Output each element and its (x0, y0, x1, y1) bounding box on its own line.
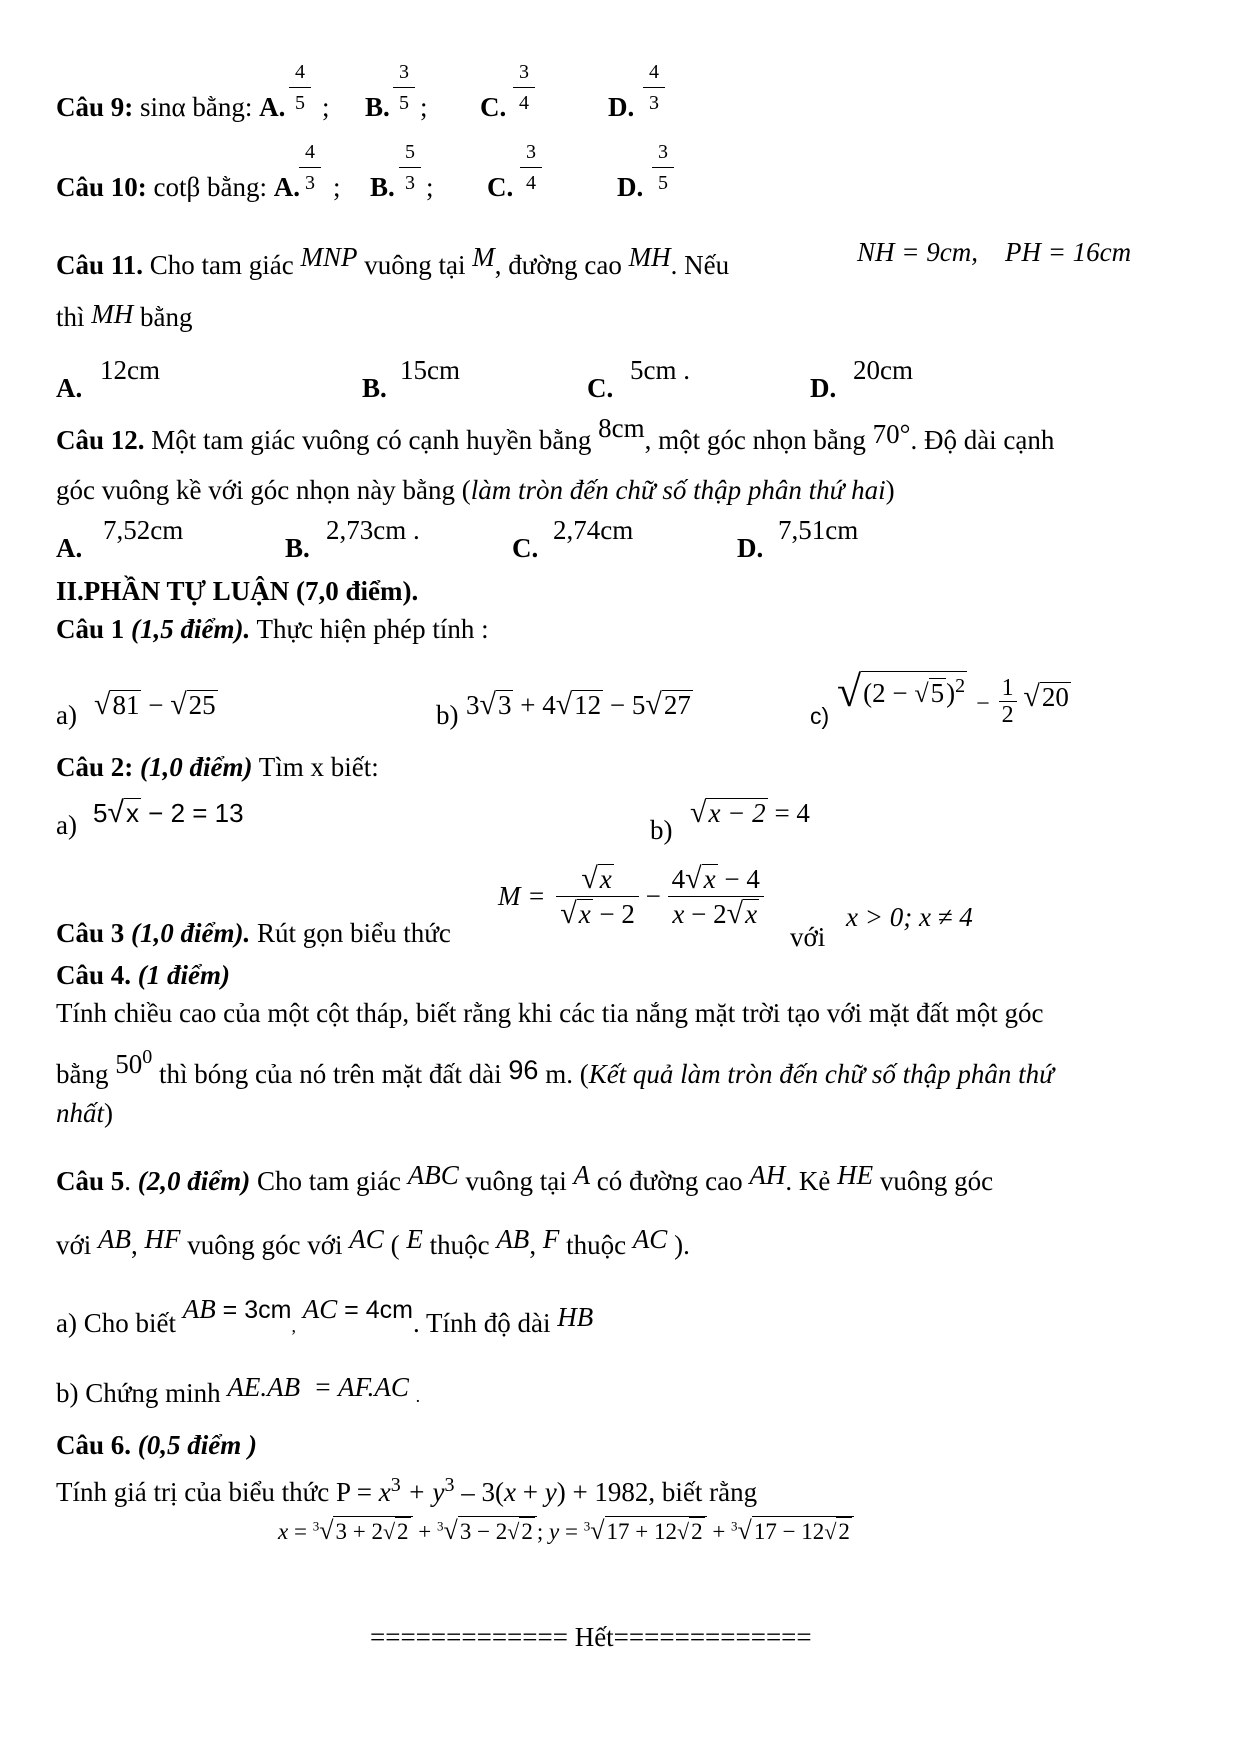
c5-ac: AC (349, 1224, 384, 1254)
q9-line (56, 92, 285, 123)
c5-pb-end: . (415, 1386, 421, 1406)
c5-text-1: Cho tam giác (250, 1166, 408, 1196)
q10-opt-c-fraction: 3 4 (520, 140, 542, 195)
c4-rounding-note-2: nhất (56, 1098, 105, 1128)
q11-opt-a-key: A. (56, 373, 83, 403)
end-marker: ============= Hết============= (370, 1622, 812, 1652)
q12-opt-d-key: D. (737, 533, 764, 563)
q9-opt-d-key: D. (608, 92, 635, 122)
c5-text-4: . Kẻ (785, 1166, 838, 1196)
q10-opt-a-fraction: 4 3 (299, 140, 321, 195)
c5-part-b (56, 1372, 421, 1409)
c5-hf: HF (144, 1224, 181, 1254)
q10-opt-a-key: A. (273, 172, 300, 202)
c2-line (56, 752, 379, 783)
q11-condition: NH = 9cm, PH = 16cm (857, 237, 1132, 267)
c5-proof-expression: AE.AB = AF.AC (227, 1372, 409, 1402)
c5-ac-given: AC = 4cm (302, 1294, 413, 1324)
c4-text-end: ) (104, 1098, 114, 1128)
c1-part-b (436, 700, 459, 731)
c5-line-1 (56, 1160, 994, 1197)
c5-ab: AB (98, 1224, 132, 1254)
c4-line-2 (56, 1046, 1054, 1090)
c2-text: Tìm x biết: (252, 752, 379, 782)
c4-length: 96 (508, 1055, 539, 1085)
c6-text-a: Tính giá trị của biểu thức P = (56, 1477, 379, 1507)
c6-text-b: , biết rằng (648, 1477, 758, 1507)
c5-l2-c: vuông góc với (180, 1230, 350, 1260)
c4-label: Câu 4. (56, 960, 138, 990)
q9-opt-b-fraction: 3 5 (393, 60, 415, 115)
c5-altitude: AH (749, 1160, 786, 1190)
q10-sep-a: ; (333, 172, 341, 202)
q12-angle: 70° (872, 419, 911, 449)
c1-points: (1,5 điểm). (131, 614, 251, 644)
q12-text-3: . Độ dài cạnh (910, 425, 1055, 455)
c5-l2-g: thuộc (559, 1230, 633, 1260)
q12-opt-c-key: C. (512, 533, 539, 563)
c2-b-equation: √x − 2 = 4 (690, 796, 810, 829)
q11-text-5: thì (56, 302, 92, 332)
c5-l2-f: , (529, 1230, 543, 1260)
q11-opt-b-key: B. (362, 373, 387, 403)
c1-b-label: b) (436, 700, 459, 730)
c5-hb: HB (557, 1302, 594, 1332)
c5-pb-text: b) Chứng minh (56, 1378, 228, 1408)
q9-opt-a-fraction: 4 5 (289, 60, 311, 115)
c1-part-a (56, 700, 77, 731)
q11-text-4: . Nếu (670, 250, 730, 280)
q12-label: Câu 12. (56, 425, 145, 455)
q11-opt-d-value: 20cm (853, 355, 913, 385)
c4-heading (56, 960, 230, 991)
q11-text-3: , đường cao (494, 250, 629, 280)
c4-text-c: m. ( (538, 1059, 589, 1089)
q10-text: cotβ bằng: (153, 172, 274, 202)
c2-label: Câu 2: (56, 752, 141, 782)
c6-line-1 (56, 1474, 757, 1508)
q12-opt-b-key: B. (285, 533, 310, 563)
c5-e: E (406, 1224, 423, 1254)
q9-opt-a-key: A. (259, 92, 286, 122)
c4-rounding-note: Kết quả làm tròn đến chữ số thập phân thứ (588, 1059, 1054, 1089)
c3-points: (1,0 điểm). (131, 918, 251, 948)
c1-part-c (810, 703, 829, 730)
c3-label: Câu 3 (56, 918, 132, 948)
c5-l2-h: ). (667, 1230, 690, 1260)
c2-part-a (56, 810, 77, 841)
c5-text-5: vuông góc (873, 1166, 994, 1196)
q11-vertex: M (472, 242, 495, 272)
c5-he: HE (837, 1160, 874, 1190)
q12-text-2: , một góc nhọn bằng (644, 425, 873, 455)
q11-opt-a-value: 12cm (100, 355, 160, 385)
q9-opt-c-fraction: 3 4 (513, 60, 535, 115)
c5-l2-e: thuộc (422, 1230, 497, 1260)
c5-text-3: có đường cao (589, 1166, 750, 1196)
q10-opt-b-key: B. (370, 172, 395, 202)
q12-opt-a-value: 7,52cm (103, 515, 184, 545)
q11-line-2 (56, 299, 193, 333)
q12-text-4: góc vuông kề với góc nhọn này bằng ( (56, 475, 471, 505)
c4-text-b: thì bóng của nó trên mặt đất dài (152, 1059, 509, 1089)
q12-text-4-end: ) (885, 475, 895, 505)
q9-label: Câu 9: (56, 92, 134, 122)
q11-label: Câu 11. (56, 250, 144, 280)
c5-text-2: vuông tại (458, 1166, 574, 1196)
q10-opt-b-fraction: 5 3 (399, 140, 421, 195)
c4-angle: $50^0$ (115, 1046, 153, 1079)
c5-l2-b: , (131, 1230, 145, 1260)
c5-points: (2,0 điểm) (137, 1166, 251, 1196)
c5-l2-a: với (56, 1230, 99, 1260)
q9-sep-a: ; (322, 92, 330, 122)
q11-text-6: bằng (133, 302, 193, 332)
q12-opt-b-value: 2,73cm . (326, 515, 420, 545)
q12-opt-d-value: 7,51cm (778, 515, 859, 545)
q9-opt-b-key: B. (365, 92, 390, 122)
c3-line (56, 918, 451, 949)
q11-opt-c-value: 5cm . (630, 355, 690, 385)
q11-text-2: vuông tại (357, 250, 473, 280)
q10-opt-d-fraction: 3 5 (652, 140, 674, 195)
c2-part-b (650, 815, 673, 846)
q9-text: sinα bằng: (140, 92, 260, 122)
q11-mh: MH (91, 299, 134, 329)
c2-b-label: b) (650, 815, 673, 845)
c6-label: Câu 6. (56, 1430, 138, 1460)
c6-p-expression-rest: – 3(x + y) + 1982 (454, 1477, 649, 1507)
c1-text: Thực hiện phép tính : (250, 614, 489, 644)
q11-opt-c-key: C. (587, 373, 614, 403)
q12-rounding-note: làm tròn đến chữ số thập phân thứ hai (470, 475, 886, 505)
c3-with: với (790, 922, 826, 952)
q12-opt-c-value: 2,74cm (553, 515, 634, 545)
q12-line-2 (56, 475, 895, 506)
c4-text-a: bằng (56, 1059, 116, 1089)
c5-pa-text: a) Cho biết (56, 1308, 183, 1338)
c5-comma: , (291, 1316, 296, 1336)
c6-points: (0,5 điểm ) (137, 1430, 257, 1460)
c1-label: Câu 1 (56, 614, 132, 644)
c5-ab-2: AB (496, 1224, 530, 1254)
q11-line-1 (56, 242, 730, 281)
q10-sep-b: ; (426, 172, 434, 202)
c3-expression: M = $\frac{√x}{√x - 2}$ − $\frac{4√x - 4}{x - 2√x}$ (498, 862, 764, 931)
c2-a-label: a) (56, 810, 77, 840)
c4-degree: 0 (142, 1046, 153, 1068)
c5-triangle: ABC (407, 1160, 459, 1190)
c4-points: (1 điểm) (137, 960, 230, 990)
q12-line-1 (56, 413, 1055, 456)
c2-a-equation: 5√x − 2 = 13 (93, 796, 244, 829)
c1-a-label: a) (56, 700, 77, 730)
q10-opt-c-key: C. (487, 172, 514, 202)
q12-text-1: Một tam giác vuông có cạnh huyền bằng (144, 425, 599, 455)
c5-ab-given: AB = 3cm (182, 1294, 292, 1324)
q11-text-1: Cho tam giác (143, 250, 301, 280)
c1-c-expression: $√(2 - √5)^2$ − $\frac{1}{2}$ √20 (837, 667, 1069, 729)
q12-opt-a-key: A. (56, 533, 83, 563)
c1-b-expression: 3√3 + 4√12 − 5√27 (466, 688, 691, 721)
c2-points: (1,0 điểm) (140, 752, 253, 782)
q10-opt-d-key: D. (617, 172, 644, 202)
c5-label: Câu 5 (56, 1166, 125, 1196)
c1-c-label: c) (810, 703, 830, 729)
c6-xy-definition: x = $^3$√3 + 2√2 + $^3$√3 − 2√2 ; y = $^3$√17 + 12√2 + $^3$√17 − 12√2 (278, 1516, 854, 1546)
c5-l2-d: ( (383, 1230, 407, 1260)
q9-opt-d-fraction: 4 3 (643, 60, 665, 115)
q11-triangle: MNP (300, 242, 358, 272)
q11-altitude: MH (628, 242, 671, 272)
c1-a-expression: √81 − √25 (94, 688, 216, 721)
q11-opt-b-value: 15cm (400, 355, 460, 385)
c5-ac-2: AC (632, 1224, 668, 1254)
c3-condition: x > 0; x ≠ 4 (846, 902, 973, 932)
c5-part-a (56, 1294, 594, 1339)
q9-opt-c-key: C. (480, 92, 507, 122)
q10-label: Câu 10: (56, 172, 147, 202)
c5-pa-text-2: . Tính độ dài (412, 1308, 558, 1338)
c4-line-1: Tính chiều cao của một cột tháp, biết rằng khi các tia nắng mặt trời tạo với mặt đất một góc (56, 998, 1044, 1028)
q11-opt-d-key: D. (810, 373, 837, 403)
q12-hypotenuse: 8cm (598, 413, 645, 443)
c1-line (56, 614, 489, 645)
c5-vertex: A (573, 1160, 590, 1190)
c5-f: F (542, 1224, 560, 1254)
c5-dot: . (124, 1166, 132, 1196)
c3-text: Rút gọn biểu thức (250, 918, 451, 948)
q9-sep-b: ; (420, 92, 428, 122)
c6-p-expression: $x^3 + y^3$ (378, 1474, 455, 1507)
c5-line-2 (56, 1224, 690, 1261)
q10-line (56, 172, 300, 203)
c4-line-3 (56, 1098, 113, 1129)
part2-heading: II.PHẦN TỰ LUẬN (7,0 điểm). (56, 576, 419, 606)
c6-heading (56, 1430, 257, 1461)
